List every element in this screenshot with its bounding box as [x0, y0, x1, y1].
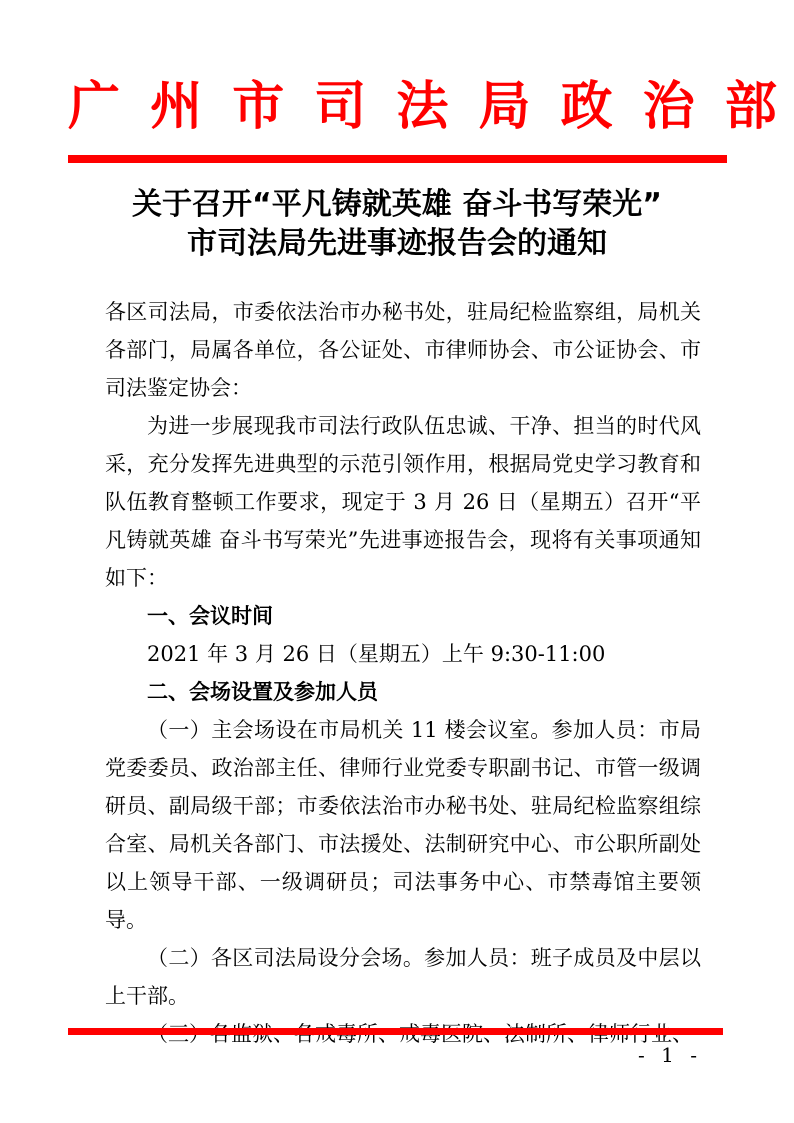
document-title-line-1: 关于召开“平凡铸就英雄 奋斗书写荣光” [132, 187, 662, 222]
section-1-heading: 一、会议时间 [147, 604, 273, 628]
footer-rule [68, 1028, 723, 1035]
meeting-time-paragraph: 2021 年 3 月 26 日（星期五）上午 9:30-11:00 [147, 642, 606, 666]
intro-paragraph: 为进一步展现我市司法行政队伍忠诚、干净、担当的时代风采，充分发挥先进典型的示范引领作用，根据局党史学习教育和队伍教育整顿工作要求，现定于 3 月 26 日（星期五）召开“平凡铸就英雄 奋斗书写荣光”先进事迹报告会，现将有关事项通知如下： [105, 414, 701, 590]
document-body [105, 293, 701, 1028]
main-venue-paragraph: （一）主会场设在市局机关 11 楼会议室。参加人员：市局党委委员、政治部主任、律师行业党委专职副书记、市管一级调研员、副局级干部；市委依法治市办秘书处、驻局纪检监察组综合室、局机关各部门、市法援处、法制研究中心、市公职所副处以上领导干部、一级调研员；司法事务中心、市禁毒馆主要领导。 [105, 718, 701, 932]
letterhead-org-name: 广 州 市 司 法 局 政 治 部 [68, 77, 783, 137]
document-title [40, 185, 754, 263]
recipients-paragraph: 各区司法局，市委依法治市办秘书处，驻局纪检监察组，局机关各部门，局属各单位，各公证处、市律师协会、市公证协会、市司法鉴定协会： [105, 300, 701, 400]
page-number: - 1 - [638, 1043, 702, 1067]
letterhead-rule [68, 155, 727, 163]
section-2-heading: 二、会场设置及参加人员 [147, 680, 378, 704]
district-venue-paragraph: （二）各区司法局设分会场。参加人员：班子成员及中层以上干部。 [105, 946, 701, 1008]
document-title-line-2: 市司法局先进事迹报告会的通知 [187, 226, 607, 261]
